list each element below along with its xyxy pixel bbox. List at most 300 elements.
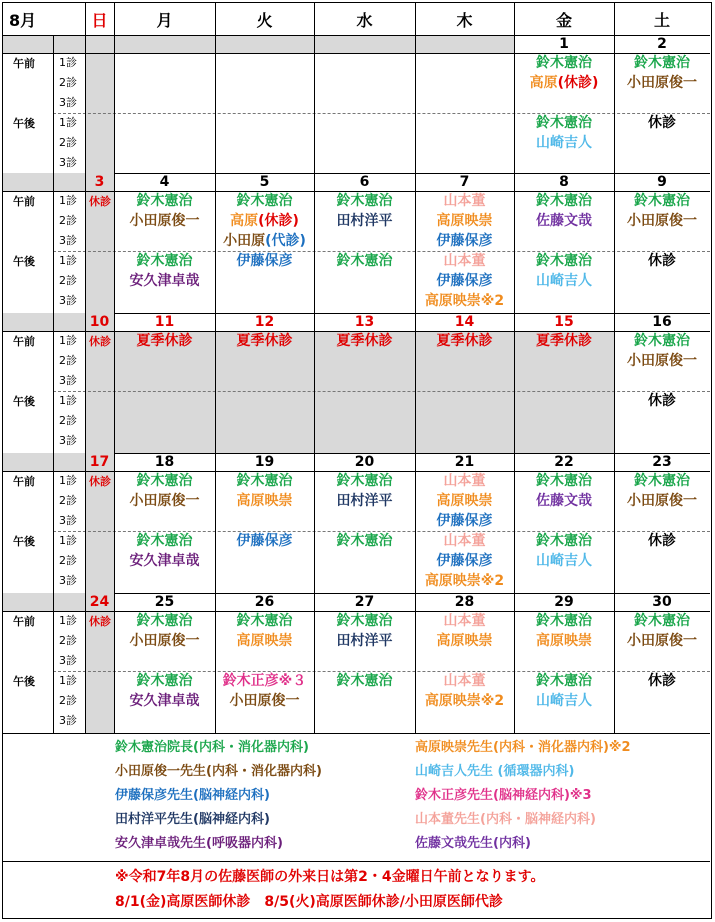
legend-item-left-0: 鈴木憲治院長(内科・消化器内科)	[115, 740, 309, 755]
room-label: 2診	[59, 136, 77, 149]
period-label-pm: 午後	[13, 675, 35, 688]
doctor-name: 鈴木憲治	[336, 533, 393, 549]
doctor-name: 小田原俊一	[129, 213, 200, 229]
date-bar-left	[3, 173, 85, 191]
month-label: 8月	[9, 10, 37, 30]
doctor-name: 休診	[648, 673, 676, 689]
date-cell	[215, 35, 314, 53]
schedule-line	[130, 211, 200, 231]
sunday-holiday: 休診	[89, 475, 111, 488]
schedule-line	[536, 631, 592, 651]
legend-item-left-4: 安久津卓哉先生(呼吸器内科)	[115, 836, 283, 851]
legend-item-right-0: 高原映崇先生(内科・消化器内科)※2	[415, 740, 631, 755]
schedule-line	[444, 531, 486, 551]
schedule-sheet	[2, 2, 712, 919]
day-header-0: 日	[91, 10, 108, 30]
sunday-holiday: 休診	[89, 615, 111, 628]
doctor-name: 夏季休診	[536, 333, 592, 349]
schedule-line	[337, 331, 393, 351]
room-label: 1診	[59, 474, 77, 487]
schedule-cell-am	[614, 471, 710, 511]
room-label: 3診	[59, 714, 77, 727]
doctor-name: 鈴木憲治	[136, 613, 193, 629]
schedule-line	[337, 471, 393, 491]
schedule-line	[648, 531, 676, 551]
schedule-line	[634, 53, 690, 73]
legend-item-left-3: 田村洋平先生(脳神経内科)	[115, 812, 270, 827]
date-cell: 27	[354, 594, 375, 610]
day-header-4: 木	[456, 10, 473, 30]
doctor-name: 山崎吉人	[536, 693, 592, 709]
schedule-line	[536, 331, 592, 351]
doctor-name: 鈴木憲治	[536, 115, 592, 131]
date-cell: 15	[554, 314, 574, 330]
schedule-cell-am	[415, 471, 514, 531]
doctor-name: 鈴木憲治	[536, 673, 592, 689]
schedule-line	[536, 53, 592, 73]
date-cell: 28	[454, 594, 475, 610]
doctor-name: 鈴木正彦※３	[222, 673, 307, 689]
sunday-holiday: 休診	[89, 195, 111, 208]
date-cell: 25	[154, 594, 175, 610]
doctor-name: 高原映崇※2	[424, 293, 505, 309]
date-cell: 19	[254, 454, 275, 470]
schedule-line	[137, 251, 193, 271]
doctor-name: 高原	[529, 75, 558, 91]
schedule-cell-am	[114, 191, 215, 231]
legend-item-right-2: 鈴木正彦先生(脳神経内科)※3	[415, 788, 592, 803]
schedule-line	[536, 251, 592, 271]
room-label: 2診	[59, 274, 77, 287]
doctor-name: 休診	[648, 393, 676, 409]
room-label: 1診	[59, 534, 77, 547]
schedule-line	[627, 631, 697, 651]
doctor-name: 鈴木憲治	[634, 55, 690, 71]
schedule-line	[444, 191, 486, 211]
doctor-name: 安久津卓哉	[129, 553, 200, 569]
sunday-date: 3	[94, 174, 105, 190]
date-cell: 5	[259, 174, 270, 190]
doctor-name: 山本董	[443, 253, 486, 269]
doctor-name: 夏季休診	[336, 333, 393, 349]
doctor-name: 鈴木憲治	[536, 55, 592, 71]
schedule-cell-pm	[114, 531, 215, 571]
doctor-name: 高原映崇※2	[424, 573, 505, 589]
doctor-name: 佐藤文哉	[536, 213, 592, 229]
schedule-line	[237, 331, 293, 351]
schedule-line	[337, 191, 393, 211]
doctor-name: 鈴木憲治	[536, 253, 592, 269]
schedule-line	[237, 491, 293, 511]
doctor-name: 安久津卓哉	[129, 273, 200, 289]
sunday-holiday: 休診	[89, 335, 111, 348]
schedule-line	[130, 551, 200, 571]
doctor-name: 鈴木憲治	[136, 473, 193, 489]
schedule-cell-am	[215, 471, 314, 511]
room-label: 2診	[59, 214, 77, 227]
doctor-name: 鈴木憲治	[136, 533, 193, 549]
schedule-line	[237, 631, 293, 651]
legend-item-left-1: 小田原俊一先生(内科・消化器内科)	[115, 764, 322, 779]
schedule-line	[536, 551, 592, 571]
date-cell: 4	[159, 174, 170, 190]
doctor-name: 安久津卓哉	[129, 693, 200, 709]
doctor-name: 鈴木憲治	[136, 193, 193, 209]
schedule-line	[536, 691, 592, 711]
schedule-line	[648, 251, 676, 271]
schedule-cell-am	[314, 191, 415, 231]
schedule-line	[437, 231, 493, 251]
date-bar-left	[3, 313, 85, 331]
schedule-cell-pm	[514, 251, 614, 291]
schedule-line	[627, 211, 697, 231]
doctor-name: 鈴木憲治	[236, 613, 293, 629]
schedule-line	[425, 691, 504, 711]
doctor-name: 鈴木憲治	[336, 193, 393, 209]
room-label: 2診	[59, 634, 77, 647]
doctor-name: 休診	[648, 115, 676, 131]
period-label-pm: 午後	[13, 117, 35, 130]
doctor-name: 鈴木憲治	[336, 613, 393, 629]
schedule-line	[536, 133, 592, 153]
schedule-line	[437, 511, 493, 531]
doctor-name: 伊藤保彦	[436, 233, 493, 249]
room-label: 3診	[59, 514, 77, 527]
doctor-name: (代診)	[265, 233, 306, 249]
day-header-2: 火	[256, 10, 273, 30]
doctor-name: 山本董	[443, 613, 486, 629]
date-cell: 8	[559, 174, 569, 190]
sunday-date: 10	[89, 314, 110, 330]
date-cell: 30	[652, 594, 672, 610]
room-label: 3診	[59, 434, 77, 447]
schedule-cell-pm	[415, 251, 514, 311]
date-cell: 22	[554, 454, 574, 470]
room-label: 3診	[59, 96, 77, 109]
doctor-name: 小田原	[223, 233, 266, 249]
room-label: 2診	[59, 76, 77, 89]
room-label: 1診	[59, 334, 77, 347]
schedule-line	[627, 491, 697, 511]
schedule-line	[536, 531, 592, 551]
schedule-cell-am	[415, 191, 514, 251]
doctor-name: 鈴木憲治	[536, 473, 592, 489]
doctor-name: 鈴木憲治	[136, 253, 193, 269]
doctor-name: 鈴木憲治	[536, 193, 592, 209]
doctor-name: 夏季休診	[136, 333, 193, 349]
period-label-am: 午前	[13, 475, 35, 488]
legend-item-right-1: 山崎吉人先生 (循環器内科)	[415, 764, 575, 779]
schedule-line	[634, 331, 690, 351]
doctor-name: 鈴木憲治	[536, 533, 592, 549]
legend-item-right-4: 佐藤文哉先生(内科)	[415, 836, 531, 851]
date-cell	[415, 35, 514, 53]
room-label: 1診	[59, 254, 77, 267]
schedule-line	[536, 113, 592, 133]
schedule-cell-am	[614, 331, 710, 371]
doctor-name: 鈴木憲治	[634, 613, 690, 629]
legend-item-left-2: 伊藤保彦先生(脳神経内科)	[115, 788, 270, 803]
date-cell: 7	[459, 174, 470, 190]
doctor-name: 休診	[648, 253, 676, 269]
room-label: 1診	[59, 56, 77, 69]
day-header-1: 月	[156, 10, 173, 30]
date-cell	[114, 35, 215, 53]
doctor-name: 夏季休診	[436, 333, 493, 349]
schedule-cell-am	[415, 611, 514, 651]
schedule-cell-am	[114, 471, 215, 511]
doctor-name: 伊藤保彦	[436, 513, 493, 529]
schedule-line	[137, 471, 193, 491]
schedule-line	[536, 211, 592, 231]
schedule-cell-pm	[614, 251, 710, 271]
date-cell: 1	[559, 36, 569, 52]
date-cell: 26	[254, 594, 275, 610]
schedule-line	[337, 671, 393, 691]
doctor-name: 伊藤保彦	[436, 273, 493, 289]
doctor-name: (休診)	[258, 213, 299, 229]
schedule-cell-am	[314, 611, 415, 651]
schedule-line	[437, 491, 493, 511]
doctor-name: 山本董	[443, 473, 486, 489]
room-label: 1診	[59, 674, 77, 687]
schedule-line	[425, 571, 504, 591]
room-label: 3診	[59, 654, 77, 667]
doctor-name: 高原	[230, 213, 259, 229]
schedule-line	[237, 611, 293, 631]
sunday-column	[85, 35, 114, 173]
schedule-cell-am	[314, 471, 415, 511]
doctor-name: 小田原俊一	[627, 75, 697, 91]
doctor-name: 小田原俊一	[627, 633, 697, 649]
schedule-cell-am	[614, 53, 710, 93]
doctor-name: 田村洋平	[336, 493, 393, 509]
schedule-line	[337, 211, 393, 231]
schedule-line	[536, 671, 592, 691]
doctor-name: 鈴木憲治	[536, 613, 592, 629]
schedule-line	[137, 191, 193, 211]
doctor-name: 田村洋平	[336, 213, 393, 229]
date-cell: 20	[354, 454, 375, 470]
schedule-line	[425, 291, 504, 311]
schedule-cell-pm	[614, 531, 710, 551]
doctor-name: 小田原俊一	[627, 493, 697, 509]
date-cell: 23	[652, 454, 672, 470]
schedule-cell-pm	[215, 671, 314, 711]
schedule-line	[444, 471, 486, 491]
schedule-line	[536, 271, 592, 291]
schedule-cell-pm	[314, 531, 415, 551]
doctor-legend	[3, 733, 710, 859]
schedule-line	[437, 551, 493, 571]
room-label: 3診	[59, 374, 77, 387]
schedule-line	[237, 191, 293, 211]
schedule-line	[223, 231, 306, 251]
schedule-cell-pm	[314, 671, 415, 691]
schedule-line	[137, 531, 193, 551]
schedule-line	[648, 391, 676, 411]
schedule-line	[337, 531, 393, 551]
doctor-name: 高原映崇	[436, 213, 493, 229]
doctor-name: 小田原俊一	[627, 353, 697, 369]
doctor-name: 山崎吉人	[536, 553, 592, 569]
note-line-1: ※令和7年8月の佐藤医師の外来日は第2・4金曜日午前となります。	[115, 869, 545, 885]
room-label: 1診	[59, 614, 77, 627]
schedule-cell-pm	[415, 671, 514, 711]
room-label: 1診	[59, 194, 77, 207]
room-label: 2診	[59, 354, 77, 367]
doctor-name: 鈴木憲治	[336, 673, 393, 689]
room-label: 3診	[59, 574, 77, 587]
doctor-name: 佐藤文哉	[536, 493, 592, 509]
schedule-cell-pm	[514, 113, 614, 153]
schedule-line	[137, 331, 193, 351]
schedule-line	[627, 73, 697, 93]
schedule-cell-pm	[114, 251, 215, 291]
schedule-line	[237, 471, 293, 491]
date-bar-left	[3, 453, 85, 471]
doctor-name: 鈴木憲治	[336, 253, 393, 269]
doctor-name: 鈴木憲治	[136, 673, 193, 689]
schedule-cell-am	[114, 611, 215, 651]
doctor-name: 田村洋平	[336, 633, 393, 649]
schedule-cell-am	[614, 611, 710, 651]
room-label: 2診	[59, 414, 77, 427]
date-cell: 6	[359, 174, 370, 190]
schedule-line	[437, 211, 493, 231]
schedule-cell-am	[114, 331, 215, 351]
doctor-name: 鈴木憲治	[634, 473, 690, 489]
schedule-line	[230, 691, 300, 711]
room-label: 1診	[59, 116, 77, 129]
doctor-name: 山本董	[443, 673, 486, 689]
room-label: 3診	[59, 294, 77, 307]
schedule-cell-pm	[514, 671, 614, 711]
doctor-name: 鈴木憲治	[236, 193, 293, 209]
doctor-name: 山本董	[443, 193, 486, 209]
schedule-line	[337, 491, 393, 511]
schedule-cell-pm	[114, 671, 215, 711]
legend-item-right-3: 山本董先生(内科・脳神経内科)	[415, 812, 596, 827]
doctor-name: 山崎吉人	[536, 135, 592, 151]
doctor-name: 高原映崇	[536, 633, 592, 649]
schedule-cell-pm	[215, 251, 314, 271]
day-header-3: 水	[356, 10, 373, 30]
doctor-name: 鈴木憲治	[336, 473, 393, 489]
schedule-cell-am	[514, 611, 614, 651]
doctor-name: 小田原俊一	[229, 693, 300, 709]
schedule-line	[634, 191, 690, 211]
date-cell: 12	[254, 314, 275, 330]
schedule-line	[536, 191, 592, 211]
note-line-2: 8/1(金)高原医師休診 8/5(火)高原医師休診/小田原医師代診	[115, 894, 503, 910]
date-cell: 21	[454, 454, 475, 470]
doctor-name: 小田原俊一	[627, 213, 697, 229]
schedule-cell-pm	[415, 531, 514, 591]
date-cell: 11	[154, 314, 175, 330]
notes	[115, 865, 710, 915]
schedule-line	[237, 251, 293, 271]
schedule-line	[437, 631, 493, 651]
schedule-line	[648, 113, 676, 133]
date-cell	[314, 35, 415, 53]
period-label-pm: 午後	[13, 535, 35, 548]
schedule-line	[130, 691, 200, 711]
schedule-line	[444, 251, 486, 271]
period-label-am: 午前	[13, 57, 35, 70]
doctor-name: 鈴木憲治	[634, 333, 690, 349]
schedule-cell-am	[314, 331, 415, 351]
room-label: 3診	[59, 156, 77, 169]
period-label-am: 午前	[13, 615, 35, 628]
month-header	[3, 3, 85, 35]
doctor-name: 伊藤保彦	[436, 553, 493, 569]
room-label: 3診	[59, 234, 77, 247]
schedule-line	[230, 211, 299, 231]
schedule-line	[634, 611, 690, 631]
schedule-cell-am	[215, 191, 314, 251]
legend-right-column	[415, 736, 631, 856]
schedule-cell-am	[215, 611, 314, 651]
date-cell: 2	[657, 36, 667, 52]
doctor-name: (休診)	[557, 75, 599, 91]
schedule-line	[627, 351, 697, 371]
doctor-name: 高原映崇	[236, 493, 293, 509]
schedule-cell-am	[514, 191, 614, 231]
doctor-name: 高原映崇	[436, 633, 493, 649]
doctor-name: 小田原俊一	[129, 633, 200, 649]
schedule-line	[337, 631, 393, 651]
period-label-pm: 午後	[13, 255, 35, 268]
schedule-line	[444, 611, 486, 631]
schedule-cell-am	[514, 331, 614, 351]
sunday-date: 24	[89, 594, 110, 610]
period-label-pm: 午後	[13, 395, 35, 408]
date-bar-left	[3, 35, 85, 53]
doctor-name: 鈴木憲治	[634, 193, 690, 209]
schedule-cell-am	[514, 471, 614, 511]
schedule-line	[437, 331, 493, 351]
schedule-cell-pm	[215, 531, 314, 551]
doctor-name: 高原映崇	[436, 493, 493, 509]
room-label: 2診	[59, 494, 77, 507]
doctor-name: 休診	[648, 533, 676, 549]
doctor-name: 鈴木憲治	[236, 473, 293, 489]
schedule-cell-am	[514, 53, 614, 93]
date-bar-left	[3, 593, 85, 611]
day-header-6: 土	[653, 10, 670, 30]
doctor-name: 山崎吉人	[536, 273, 592, 289]
day-header-5: 金	[555, 10, 572, 30]
schedule-line	[648, 671, 676, 691]
date-cell: 14	[454, 314, 475, 330]
period-label-am: 午前	[13, 195, 35, 208]
date-cell: 16	[652, 314, 672, 330]
schedule-cell-pm	[514, 531, 614, 571]
schedule-cell-am	[415, 331, 514, 351]
schedule-line	[337, 611, 393, 631]
room-label: 2診	[59, 694, 77, 707]
schedule-cell-pm	[614, 113, 710, 133]
date-cell: 18	[154, 454, 175, 470]
schedule-cell-pm	[614, 391, 710, 411]
doctor-name: 伊藤保彦	[236, 533, 293, 549]
period-label-am: 午前	[13, 335, 35, 348]
schedule-line	[634, 471, 690, 491]
schedule-line	[536, 491, 592, 511]
sunday-date: 17	[89, 454, 110, 470]
schedule-line	[137, 611, 193, 631]
